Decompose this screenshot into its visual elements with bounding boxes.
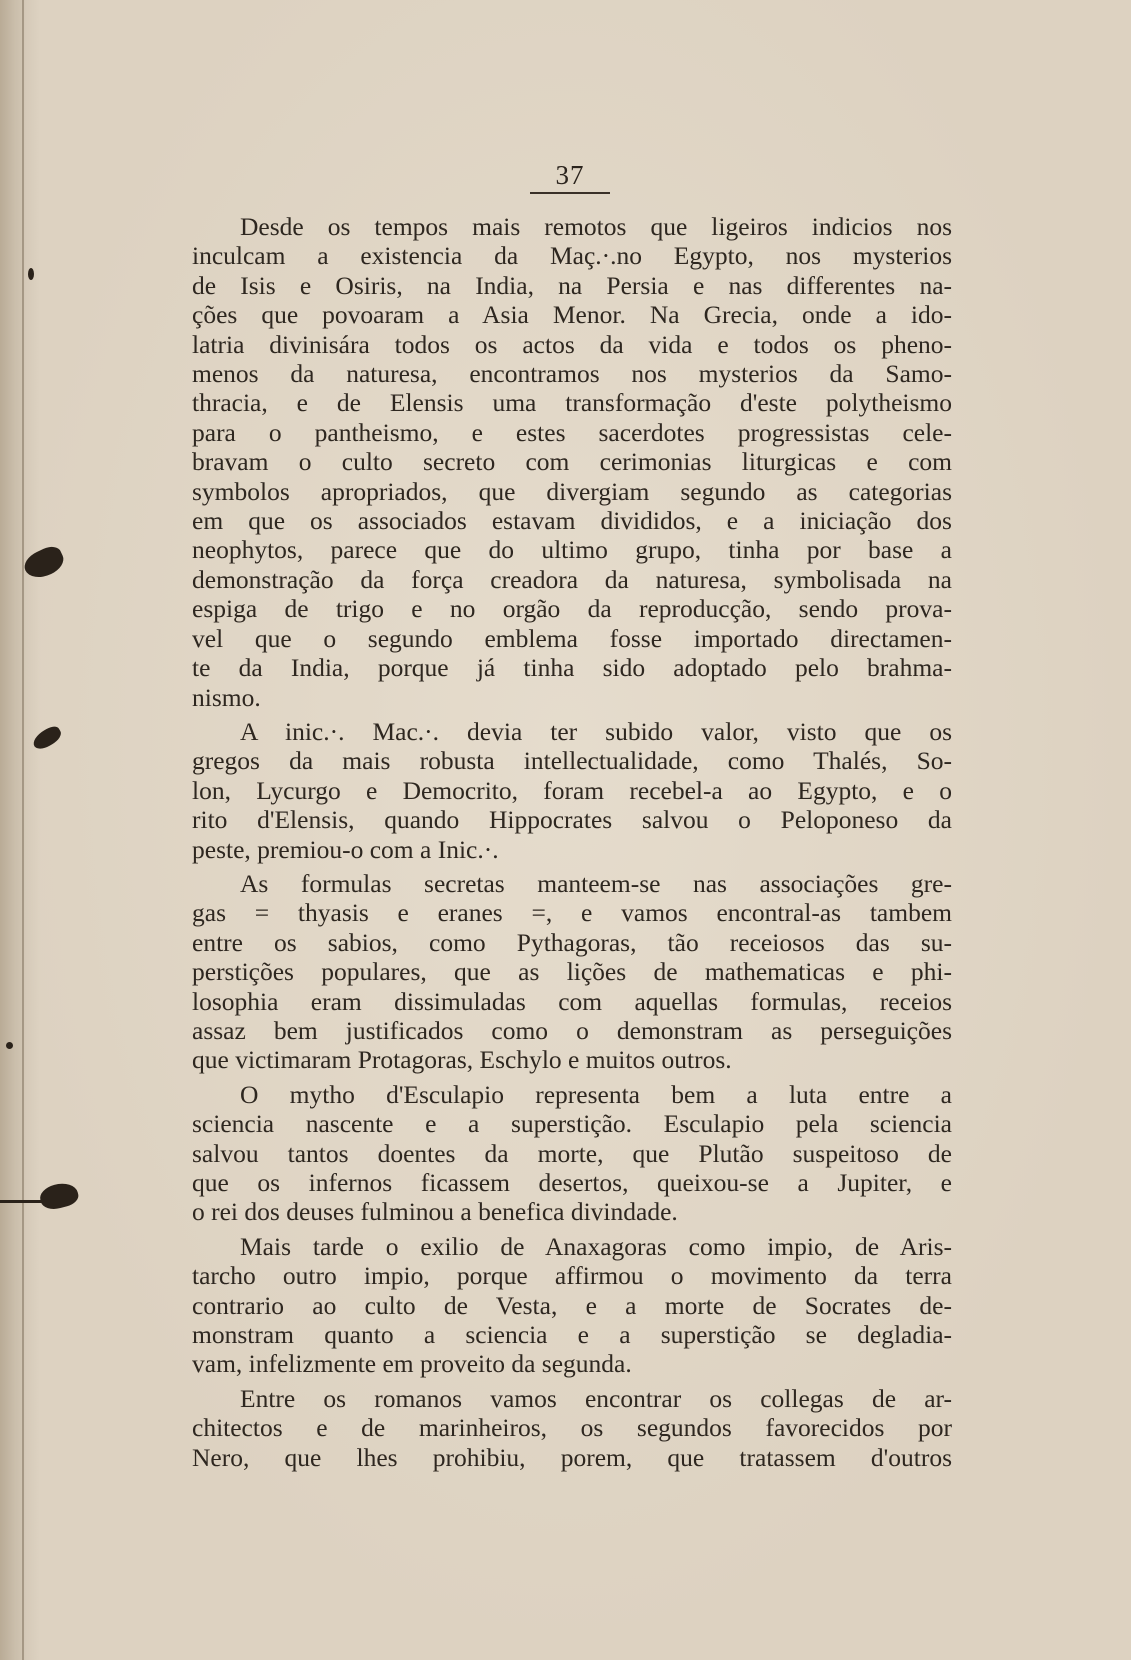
binding-shadow-line xyxy=(22,0,24,1660)
paragraph xyxy=(192,1080,952,1227)
ink-stain xyxy=(38,1179,81,1212)
page-number-rule xyxy=(530,192,610,194)
paragraph xyxy=(192,212,952,712)
text-line: para o pantheismo, e estes sacerdotes progressistas cele- xyxy=(192,417,952,447)
text-line: perstições populares, que as lições de mathematicas e phi- xyxy=(192,957,952,987)
text-line: lon, Lycurgo e Democrito, foram recebel-a ao Egypto, e o xyxy=(192,775,952,805)
text-line: A inic.·. Mac.·. devia ter subido valor, visto que os xyxy=(240,716,952,746)
text-line: assaz bem justificados como o demonstram as perseguições xyxy=(192,1015,952,1045)
text-line: O mytho d'Esculapio representa bem a luta entre a xyxy=(240,1079,952,1109)
text-line: symbolos apropriados, que divergiam segundo as categorias xyxy=(192,476,952,506)
text-line: Mais tarde o exilio de Anaxagoras como impio, de Aris- xyxy=(240,1231,952,1261)
text-line: chitectos e de marinheiros, os segundos favorecidos por xyxy=(192,1413,952,1443)
text-line: em que os associados estavam divididos, e a iniciação dos xyxy=(192,506,952,536)
text-line: que victimaram Protagoras, Eschylo e muitos outros. xyxy=(192,1045,732,1075)
text-line: gregos da mais robusta intellectualidade, como Thalés, So- xyxy=(192,746,952,776)
text-line: latria divinisára todos os actos da vida e todos os pheno- xyxy=(192,329,952,359)
text-line: entre os sabios, como Pythagoras, tão receiosos das su- xyxy=(192,927,952,957)
text-line: Entre os romanos vamos encontrar os collegas de ar- xyxy=(240,1383,952,1413)
text-line: thracia, e de Elensis uma transformação d'este polytheismo xyxy=(192,388,952,418)
body-text xyxy=(192,212,952,1472)
paragraph xyxy=(192,1232,952,1379)
text-line: de Isis e Osiris, na India, na Persia e nas differentes na- xyxy=(192,270,952,300)
text-line: menos da naturesa, encontramos nos mysterios da Samo- xyxy=(192,359,952,389)
ink-stain xyxy=(0,1200,50,1203)
text-line: salvou tantos doentes da morte, que Plutão suspeitoso de xyxy=(192,1138,952,1168)
text-line: rito d'Elensis, quando Hippocrates salvou o Peloponeso da xyxy=(192,805,952,835)
text-line: vam, infelizmente em proveito da segunda. xyxy=(192,1349,632,1379)
text-line: neophytos, parece que do ultimo grupo, tinha por base a xyxy=(192,535,952,565)
text-line: ções que povoaram a Asia Menor. Na Grecia, onde a ido- xyxy=(192,300,952,330)
text-line: demonstração da força creadora da naturesa, symbolisada na xyxy=(192,564,952,594)
ink-stain xyxy=(28,268,34,280)
text-line: inculcam a existencia da Maç.·.no Egypto, nos mysterios xyxy=(192,241,952,271)
paragraph xyxy=(192,1384,952,1472)
paragraph xyxy=(192,717,952,864)
text-line: o rei dos deuses fulminou a benefica divindade. xyxy=(192,1197,678,1227)
text-line: te da India, porque já tinha sido adoptado pelo brahma- xyxy=(192,653,952,683)
text-line: monstram quanto a sciencia e a superstição se degladia- xyxy=(192,1320,952,1350)
text-line: contrario ao culto de Vesta, e a morte de Socrates de- xyxy=(192,1290,952,1320)
ink-stain xyxy=(20,543,67,583)
text-line: Nero, que lhes prohibiu, porem, que tratassem d'outros xyxy=(192,1442,952,1472)
text-line: Desde os tempos mais remotos que ligeiros indicios nos xyxy=(240,212,952,241)
text-line: tarcho outro impio, porque affirmou o movimento da terra xyxy=(192,1261,952,1291)
text-line: sciencia nascente e a superstição. Esculapio pela sciencia xyxy=(192,1109,952,1139)
paragraph xyxy=(192,869,952,1075)
text-line: As formulas secretas manteem-se nas associações gre- xyxy=(240,868,952,898)
ink-stain xyxy=(6,1042,13,1049)
text-line: que os infernos ficassem desertos, queixou-se a Jupiter, e xyxy=(192,1168,952,1197)
text-line: losophia eram dissimuladas com aquellas formulas, receios xyxy=(192,986,952,1016)
page-number: 37 xyxy=(555,160,585,190)
text-line: gas = thyasis e eranes =, e vamos encontral-as tambem xyxy=(192,898,952,928)
ink-stain xyxy=(30,724,64,753)
text-line: peste, premiou-o com a Inic.·. xyxy=(192,834,499,864)
text-line: vel que o segundo emblema fosse importado directamen- xyxy=(192,623,952,653)
text-line: nismo. xyxy=(192,682,261,712)
text-line: bravam o culto secreto com cerimonias liturgicas e com xyxy=(192,447,952,477)
text-line: espiga de trigo e no orgão da reproducção, sendo prova- xyxy=(192,594,952,624)
